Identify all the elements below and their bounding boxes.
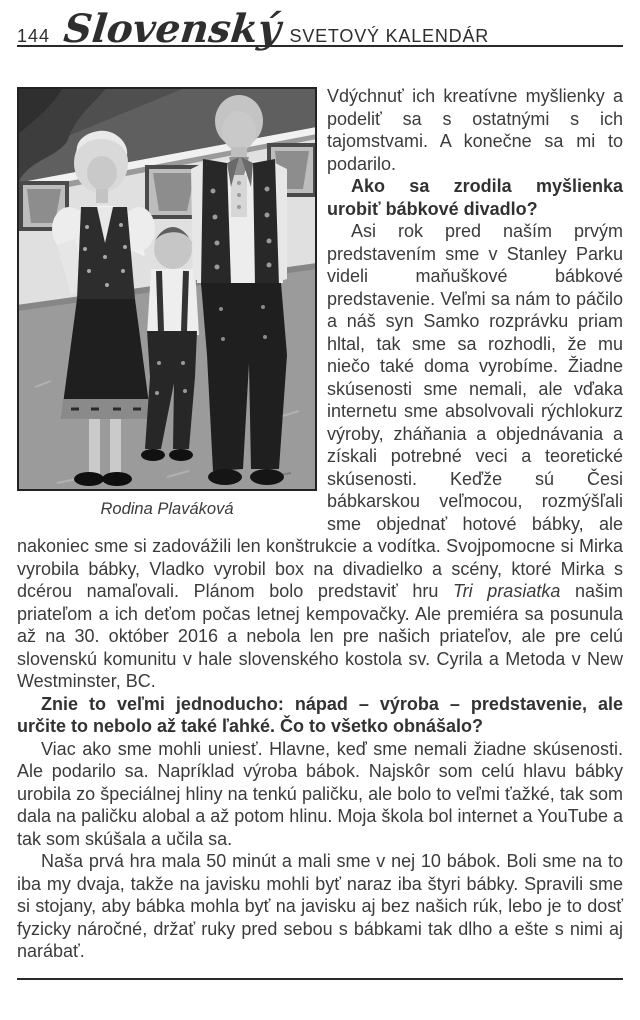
paragraph-answer-2: Viac ako sme mohli uniesť. Hlavne, keď sme nemali žiadne skúsenosti. Ale podarilo sa. Napríklad výroba bábok. Najskôr som celú hlavu bábky urobila zo špeciálnej hliny na tenkú paličku, ale bolo to veľmi ťažké, tak som dala na paličku alobal a až potom hlinu. Moja škola bol internet a YouTube a tak som skúšala a učila sa.	[17, 738, 623, 849]
magazine-title-caps: SVETOVÝ KALENDÁR	[289, 26, 490, 46]
answer-1-text-continued: našim priateľom a ich deťom počas letnej kempovačky. Ale premiéra sa posunula až na 30. október 2016 a nebola len pre našich priateľov, ale pre celú slovenskú komunitu v hale slovenského kostola sv. Cyrila a Metoda v New Westminster, BC.	[17, 581, 623, 691]
interview-question-2: Znie to veľmi jednoducho: nápad – výroba – predstavenie, ale určite to nebolo až také ľahké. Čo to všetko obnášalo?	[17, 693, 623, 736]
footer-rule	[17, 978, 623, 980]
photo-caption: Rodina Plaváková	[100, 500, 234, 518]
paragraph-answer-3: Naša prvá hra mala 50 minút a mali sme v nej 10 bábok. Boli sme na to iba my dvaja, takže na javisku mohli byť naraz iba štyri bábky. Spravili sme si stojany, aby bábka mohla byť na javisku aj bez našich rúk, lebo je to dosť fyzicky náročné, držať ruky pred sebou s bábkami tak dlho a ešte s nimi aj narábať.	[17, 851, 623, 961]
page-number: 144	[17, 26, 51, 46]
family-photo	[17, 87, 317, 491]
magazine-title-script: Slovenský	[61, 6, 283, 52]
paragraph-intro: Vdýchnuť ich kreatívne myšlienky a podeliť sa s ostatnými s ich tajomstvami. A konečne sa mi to podarilo.	[327, 86, 623, 174]
play-title: Tri prasiatka	[453, 581, 561, 601]
answer-1-text: Asi rok pred naším prvým predstavením sme v Stanley Parku videli maňuškové bábkové predstavenie. Veľmi sa nám to páčilo a náš syn Samko rozprávku priam hltal, tak sme sa rozhodli, že mu niečo také doma vyrobíme. Žiadne skúsenosti sme nemali, ale vďaka internetu sme absolvovali rýchlokurz výroby, zháňania a objednávania a získali potrebné veci a teoretické skúsenosti. Keďže sú Česi bábkarskou veľmocou, rozmýšľali sme objednať hotové bábky, ale nakoniec sme si zadovážili len konštrukcie a vodítka. Svojpomocne si Mirka vyrobila bábky, Vladko vyrobil box na divadielko a scény, ktoré Mirka s dcérou namaľovali. Plánom bolo predstaviť hru	[17, 221, 623, 601]
interview-question-1: Ako sa zrodila myšlienka urobiť bábkové divadlo?	[327, 176, 623, 219]
article-body	[17, 85, 623, 963]
page-header	[17, 0, 623, 52]
photo-figure	[17, 87, 317, 519]
